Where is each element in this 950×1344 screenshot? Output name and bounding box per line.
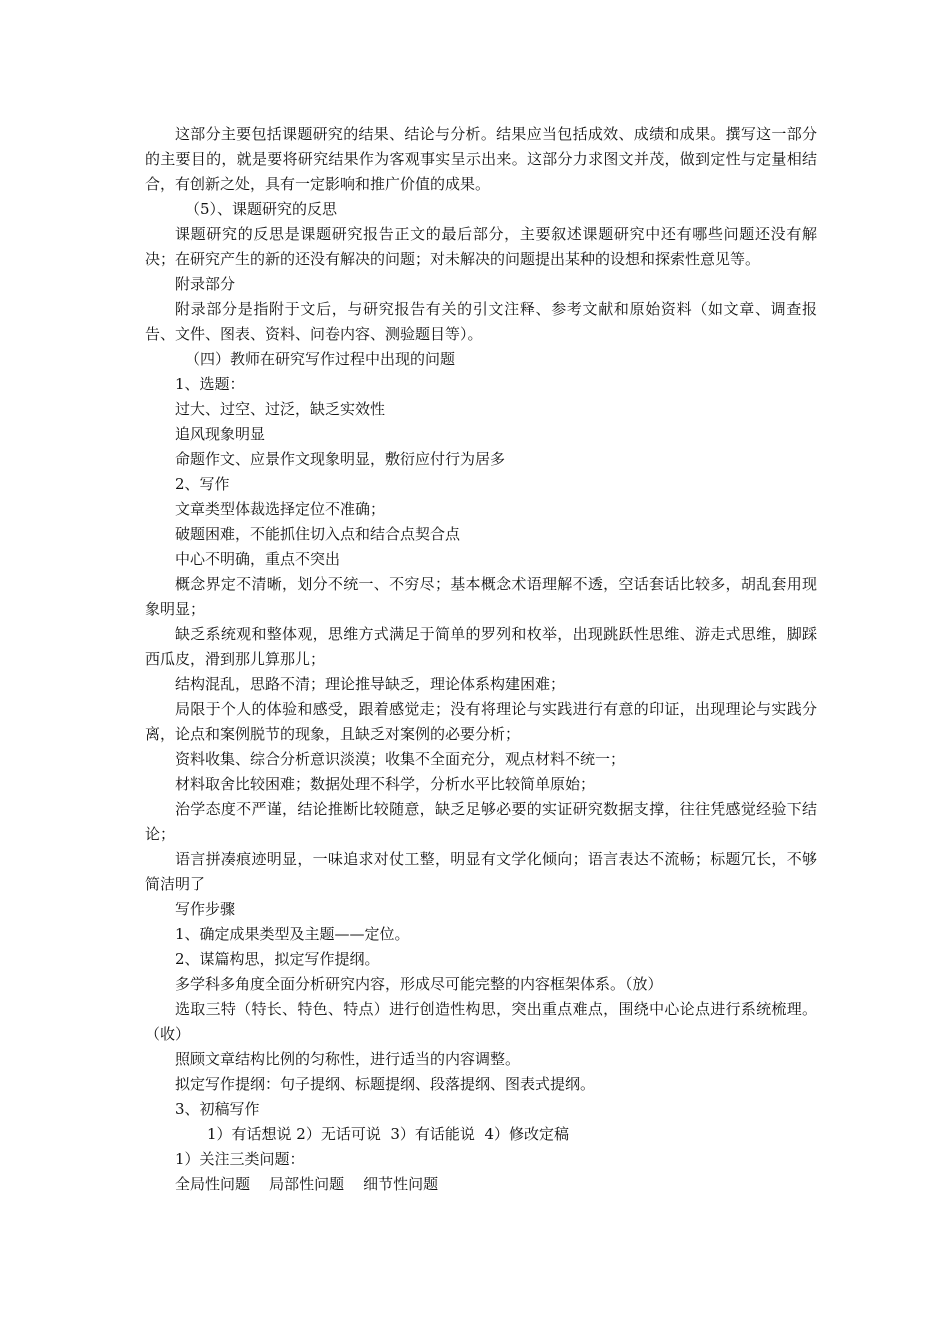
list-item: 结构混乱，思路不清；理论推导缺乏，理论体系构建困难；	[175, 675, 566, 693]
heading-reflection: （5）、课题研究的反思	[185, 200, 338, 218]
list-item: 照顾文章结构比例的匀称性，进行适当的内容调整。	[175, 1050, 521, 1068]
heading-writing-steps: 写作步骤	[175, 900, 236, 918]
list-item: 语言拼凑痕迹明显，一味追求对仗工整，明显有文学化倾向；语言表达不流畅；标题冗长，不够简洁明了	[145, 850, 817, 893]
heading-writing: 2、写作	[175, 475, 230, 493]
paragraph-appendix: 附录部分是指附于文后，与研究报告有关的引文注释、参考文献和原始资料（如文章、调查报告、文件、图表、资料、问卷内容、测验题目等）。	[145, 300, 817, 343]
list-item: 文章类型体裁选择定位不准确；	[175, 500, 386, 518]
list-item: 破题困难，不能抓住切入点和结合点契合点	[175, 525, 461, 543]
list-item: 全局性问题 局部性问题 细节性问题	[175, 1175, 439, 1193]
list-item: 选取三特（特长、特色、特点）进行创造性构思，突出重点难点，围绕中心论点进行系统梳理。（收）	[145, 1000, 817, 1043]
list-item: 材料取舍比较困难；数据处理不科学，分析水平比较简单原始；	[175, 775, 596, 793]
list-item: 多学科多角度全面分析研究内容，形成尽可能完整的内容框架体系。（放）	[175, 975, 663, 993]
heading-teacher-problems: （四）教师在研究写作过程中出现的问题	[185, 350, 456, 368]
list-item: 中心不明确，重点不突出	[175, 550, 341, 568]
paragraph-reflection: 课题研究的反思是课题研究报告正文的最后部分，主要叙述课题研究中还有哪些问题还没有解决；在研究产生的新的还没有解决的问题；对未解决的问题提出某种的设想和探索性意见等。	[145, 225, 817, 268]
list-item: 2、谋篇构思，拟定写作提纲。	[175, 950, 380, 968]
list-item: 缺乏系统观和整体观，思维方式满足于简单的罗列和枚举，出现跳跃性思维、游走式思维，脚踩西瓜皮，滑到那儿算那儿；	[145, 625, 817, 668]
heading-topic-selection: 1、选题：	[175, 375, 245, 393]
list-item: 局限于个人的体验和感受，跟着感觉走；没有将理论与实践进行有意的印证，出现理论与实践分离，论点和案例脱节的现象，且缺乏对案例的必要分析；	[145, 700, 817, 743]
list-item: 概念界定不清晰，划分不统一、不穷尽；基本概念术语理解不透，空话套话比较多，胡乱套用现象明显；	[145, 575, 817, 618]
list-item: 过大、过空、过泛，缺乏实效性	[175, 400, 386, 418]
list-item: 追风现象明显	[175, 425, 266, 443]
list-item: 1、确定成果类型及主题——定位。	[175, 925, 410, 943]
list-item: 治学态度不严谨，结论推断比较随意，缺乏足够必要的实证研究数据支撑，往往凭感觉经验下结论；	[145, 800, 817, 843]
document-body	[145, 122, 817, 1197]
list-item: 命题作文、应景作文现象明显，敷衍应付行为居多	[175, 450, 506, 468]
list-item: 拟定写作提纲：句子提纲、标题提纲、段落提纲、图表式提纲。	[175, 1075, 596, 1093]
paragraph-results-section: 这部分主要包括课题研究的结果、结论与分析。结果应当包括成效、成绩和成果。撰写这一部分的主要目的，就是要将研究结果作为客观事实呈示出来。这部分力求图文并茂，做到定性与定量相结合，有创新之处，具有一定影响和推广价值的成果。	[145, 125, 817, 193]
list-item: 1）有话想说 2）无话可说 3）有话能说 4）修改定稿	[207, 1125, 570, 1143]
list-item: 1）关注三类问题：	[175, 1150, 305, 1168]
heading-appendix: 附录部分	[175, 275, 236, 293]
list-item: 资料收集、综合分析意识淡漠；收集不全面充分，观点材料不统一；	[175, 750, 626, 768]
heading-first-draft: 3、初稿写作	[175, 1100, 260, 1118]
